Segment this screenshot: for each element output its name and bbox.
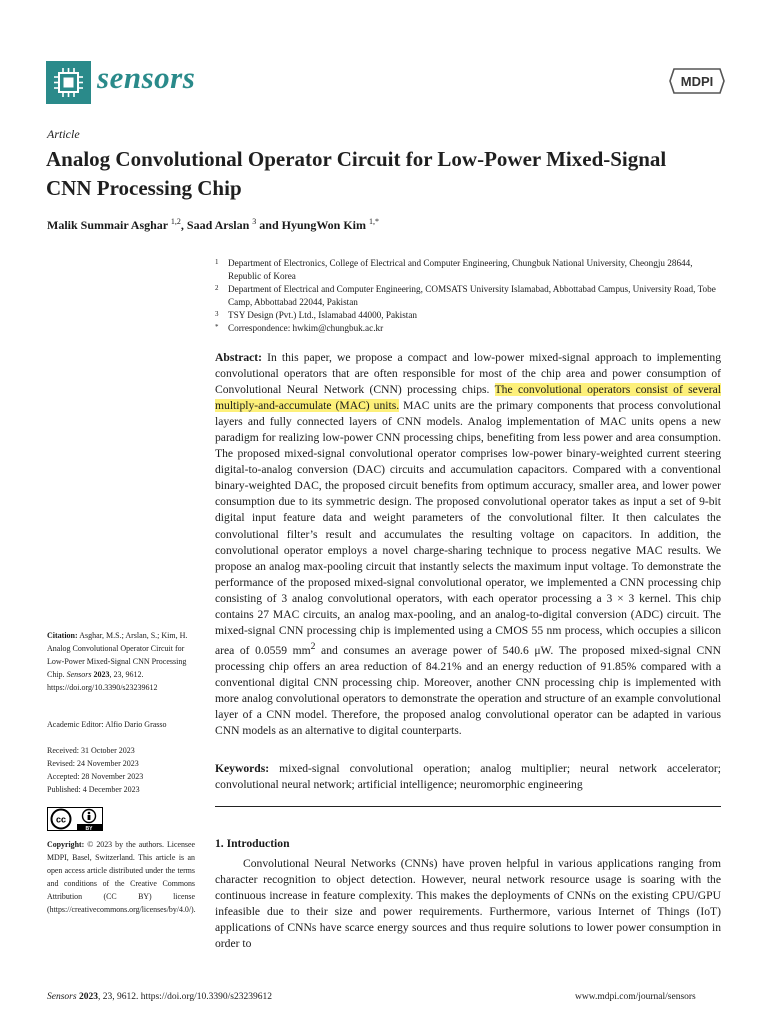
copyright-label: Copyright:: [47, 840, 85, 849]
affiliation-text: Department of Electrical and Computer Engineering, COMSATS University Islamabad, Abbottabad Campus, University Road, Tobe Camp, Abbottabad 22044, Pakistan: [228, 283, 716, 307]
citation-block: [47, 629, 195, 694]
affiliation-marker: 3: [215, 309, 219, 318]
cc-by-icon[interactable]: [47, 807, 103, 831]
affiliation-text: Department of Electronics, College of Electrical and Computer Engineering, Chungbuk National University, Cheongju 28644, Republic of Korea: [228, 258, 693, 281]
date-received: Received: 31 October 2023: [47, 746, 135, 755]
keywords-text: mixed-signal convolutional operation; analog multiplier; neural network accelerator; convolutional neural network; artificial intelligence; neuromorphic engineering: [215, 762, 721, 791]
citation-label: Citation:: [47, 631, 78, 640]
correspondence-email[interactable]: Correspondence: hwkim@chungbuk.ac.kr: [228, 322, 384, 333]
journal-logo-icon: [46, 61, 91, 104]
citation-year: 2023: [91, 670, 110, 679]
author-name: Saad Arslan: [186, 218, 250, 232]
author-affiliation-mark: 3: [252, 217, 257, 226]
keywords: [215, 761, 721, 793]
author-affiliation-mark: 1,*: [369, 217, 379, 226]
affiliation-item: [215, 322, 725, 335]
abstract: [215, 350, 721, 739]
affiliation-item: [215, 309, 725, 322]
footer-journal: Sensors: [47, 992, 77, 1002]
svg-text:cc: cc: [55, 814, 67, 825]
author-name: HyungWon Kim: [281, 218, 366, 232]
date-revised: Revised: 24 November 2023: [47, 759, 139, 768]
date-published: Published: 4 December 2023: [47, 785, 140, 794]
academic-editor: Academic Editor: Alfio Dario Grasso: [47, 720, 167, 729]
affiliation-item: [215, 283, 725, 309]
copyright-text: © 2023 by the authors. Licensee MDPI, Basel, Switzerland. This article is an open access article distributed under the terms and conditions of the Creative Commons Attribution (CC BY) license (https://creativecommons.org/licenses/by/4.0/).: [47, 840, 196, 915]
footer-journal-url[interactable]: www.mdpi.com/journal/sensors: [575, 992, 696, 1002]
footer-doi[interactable]: , 23, 9612. https://doi.org/10.3390/s23239612: [97, 992, 272, 1002]
author-separator: and: [256, 218, 282, 232]
author-separator: ,: [180, 218, 187, 232]
introduction-heading: 1. Introduction: [215, 837, 290, 850]
copyright-notice: [47, 838, 195, 917]
affiliation-text: TSY Design (Pvt.) Ltd., Islamabad 44000, Pakistan: [228, 309, 418, 320]
publication-dates: [47, 744, 195, 796]
affiliation-marker: *: [215, 322, 219, 331]
author-list: [47, 217, 379, 233]
affiliation-list: [215, 257, 725, 334]
affiliation-marker: 1: [215, 258, 219, 266]
keywords-label: Keywords:: [215, 762, 270, 775]
footer-year: 2023: [76, 992, 98, 1002]
introduction-text: Convolutional Neural Networks (CNNs) have proven helpful in various applications ranging from character recognition to object detection. However, neural network resource usage is soaring with the continuous increase in feature complexity. This makes the deployments of CNNs on the existing CPU/GPU infeasible due to their size and power requirements. Furthermore, various Internet of Things (IoT) applications of CNNs have scarce energy sources and thus require solutions to lower power consumption in order to: [215, 857, 721, 950]
abstract-text: In this paper, we propose a compact and low-power mixed-signal approach to implementing convolutional operators that are often responsible for most of the chip area and power consumption of Convolutional Neural Network (CNN) processing chips.: [215, 351, 721, 397]
citation-doi[interactable]: , 23, 9612. https://doi.org/10.3390/s23239612: [47, 670, 158, 692]
section-divider: [215, 806, 721, 807]
paper-title: Analog Convolutional Operator Circuit for Low-Power Mixed-Signal CNN Processing Chip: [46, 147, 667, 200]
svg-text:BY: BY: [85, 825, 93, 831]
article-type: Article: [47, 127, 80, 141]
abstract-highlight[interactable]: The convolutional operators consist of several multiply-and-accumulate (MAC) units.: [215, 383, 721, 413]
abstract-text: and consumes an average power of 540.6 μW. The proposed mixed-signal CNN processing chip offers an area reduction of 84.21% and an energy reduction of 91.85% compared with a conventional digital CNN processing chip. Moreover, another CNN processing chip is implemented with more analog convolutional operators to demonstrate the operation and structure of an example convolutional layer of a CNN model. Therefore, the proposed analog convolutional operator can be adapted in various CNN models as an alternative to digital counterparts.: [215, 643, 721, 737]
abstract-text: MAC units are the primary components that process convolutional layers and fully connected layers of CNN models. Analog implementation of MAC units opens a new paradigm for realizing low-power CNN processing chips, benefiting from less power and area consumption. The proposed mixed-signal convolutional operator comprises low-power binary-weighted current steering digital-to-analog conversion (DAC) circuits and accumulation capacitors. Compared with a conventional binary-weighted DAC, the proposed circuit benefits from optimum accuracy, smaller area, and lower power consumption due to its symmetric design. The proposed convolutional operator takes as input a set of 9-bit digital input feature data and weight parameters of the convolutional filter. It then calculates the convolutional filter’s result and accumulates the resulting voltage on capacitors. In addition, the convolutional operator employs a novel charge-sharing technique to process negative MAC results. We propose an analog max-pooling circuit that instantly selects the maximum input voltage. To demonstrate the performance of the proposed mixed-signal convolutional operator, we implemented a CNN processing chip consisting of 3 analog convolutional operators, with each operator processing a 3 × 3 kernel. This chip contains 27 MAC circuits, an analog max-pooling, and an analog-to-digital conversion (ADC) circuit. The mixed-signal CNN processing chip is implemented using a CMOS 55 nm process, which occupies a silicon area of 0.0559 mm: [215, 399, 721, 657]
author-affiliation-mark: 1,2: [170, 217, 181, 226]
mdpi-logo: [668, 66, 726, 101]
footer-citation: [47, 992, 272, 1002]
author-name: Malik Summair Asghar: [47, 218, 168, 232]
abstract-superscript: 2: [310, 640, 316, 652]
citation-journal: Sensors: [66, 670, 92, 679]
abstract-label: Abstract:: [215, 351, 263, 364]
journal-name: sensors: [97, 60, 196, 95]
citation-text: Asghar, M.S.; Arslan, S.; Kim, H. Analog Convolutional Operator Circuit for Low-Power Mixed-Signal CNN Processing Chip.: [47, 631, 188, 679]
publisher-name: MDPI: [680, 74, 714, 89]
affiliation-marker: 2: [215, 283, 219, 292]
date-accepted: Accepted: 28 November 2023: [47, 772, 144, 781]
affiliation-item: [215, 257, 725, 283]
